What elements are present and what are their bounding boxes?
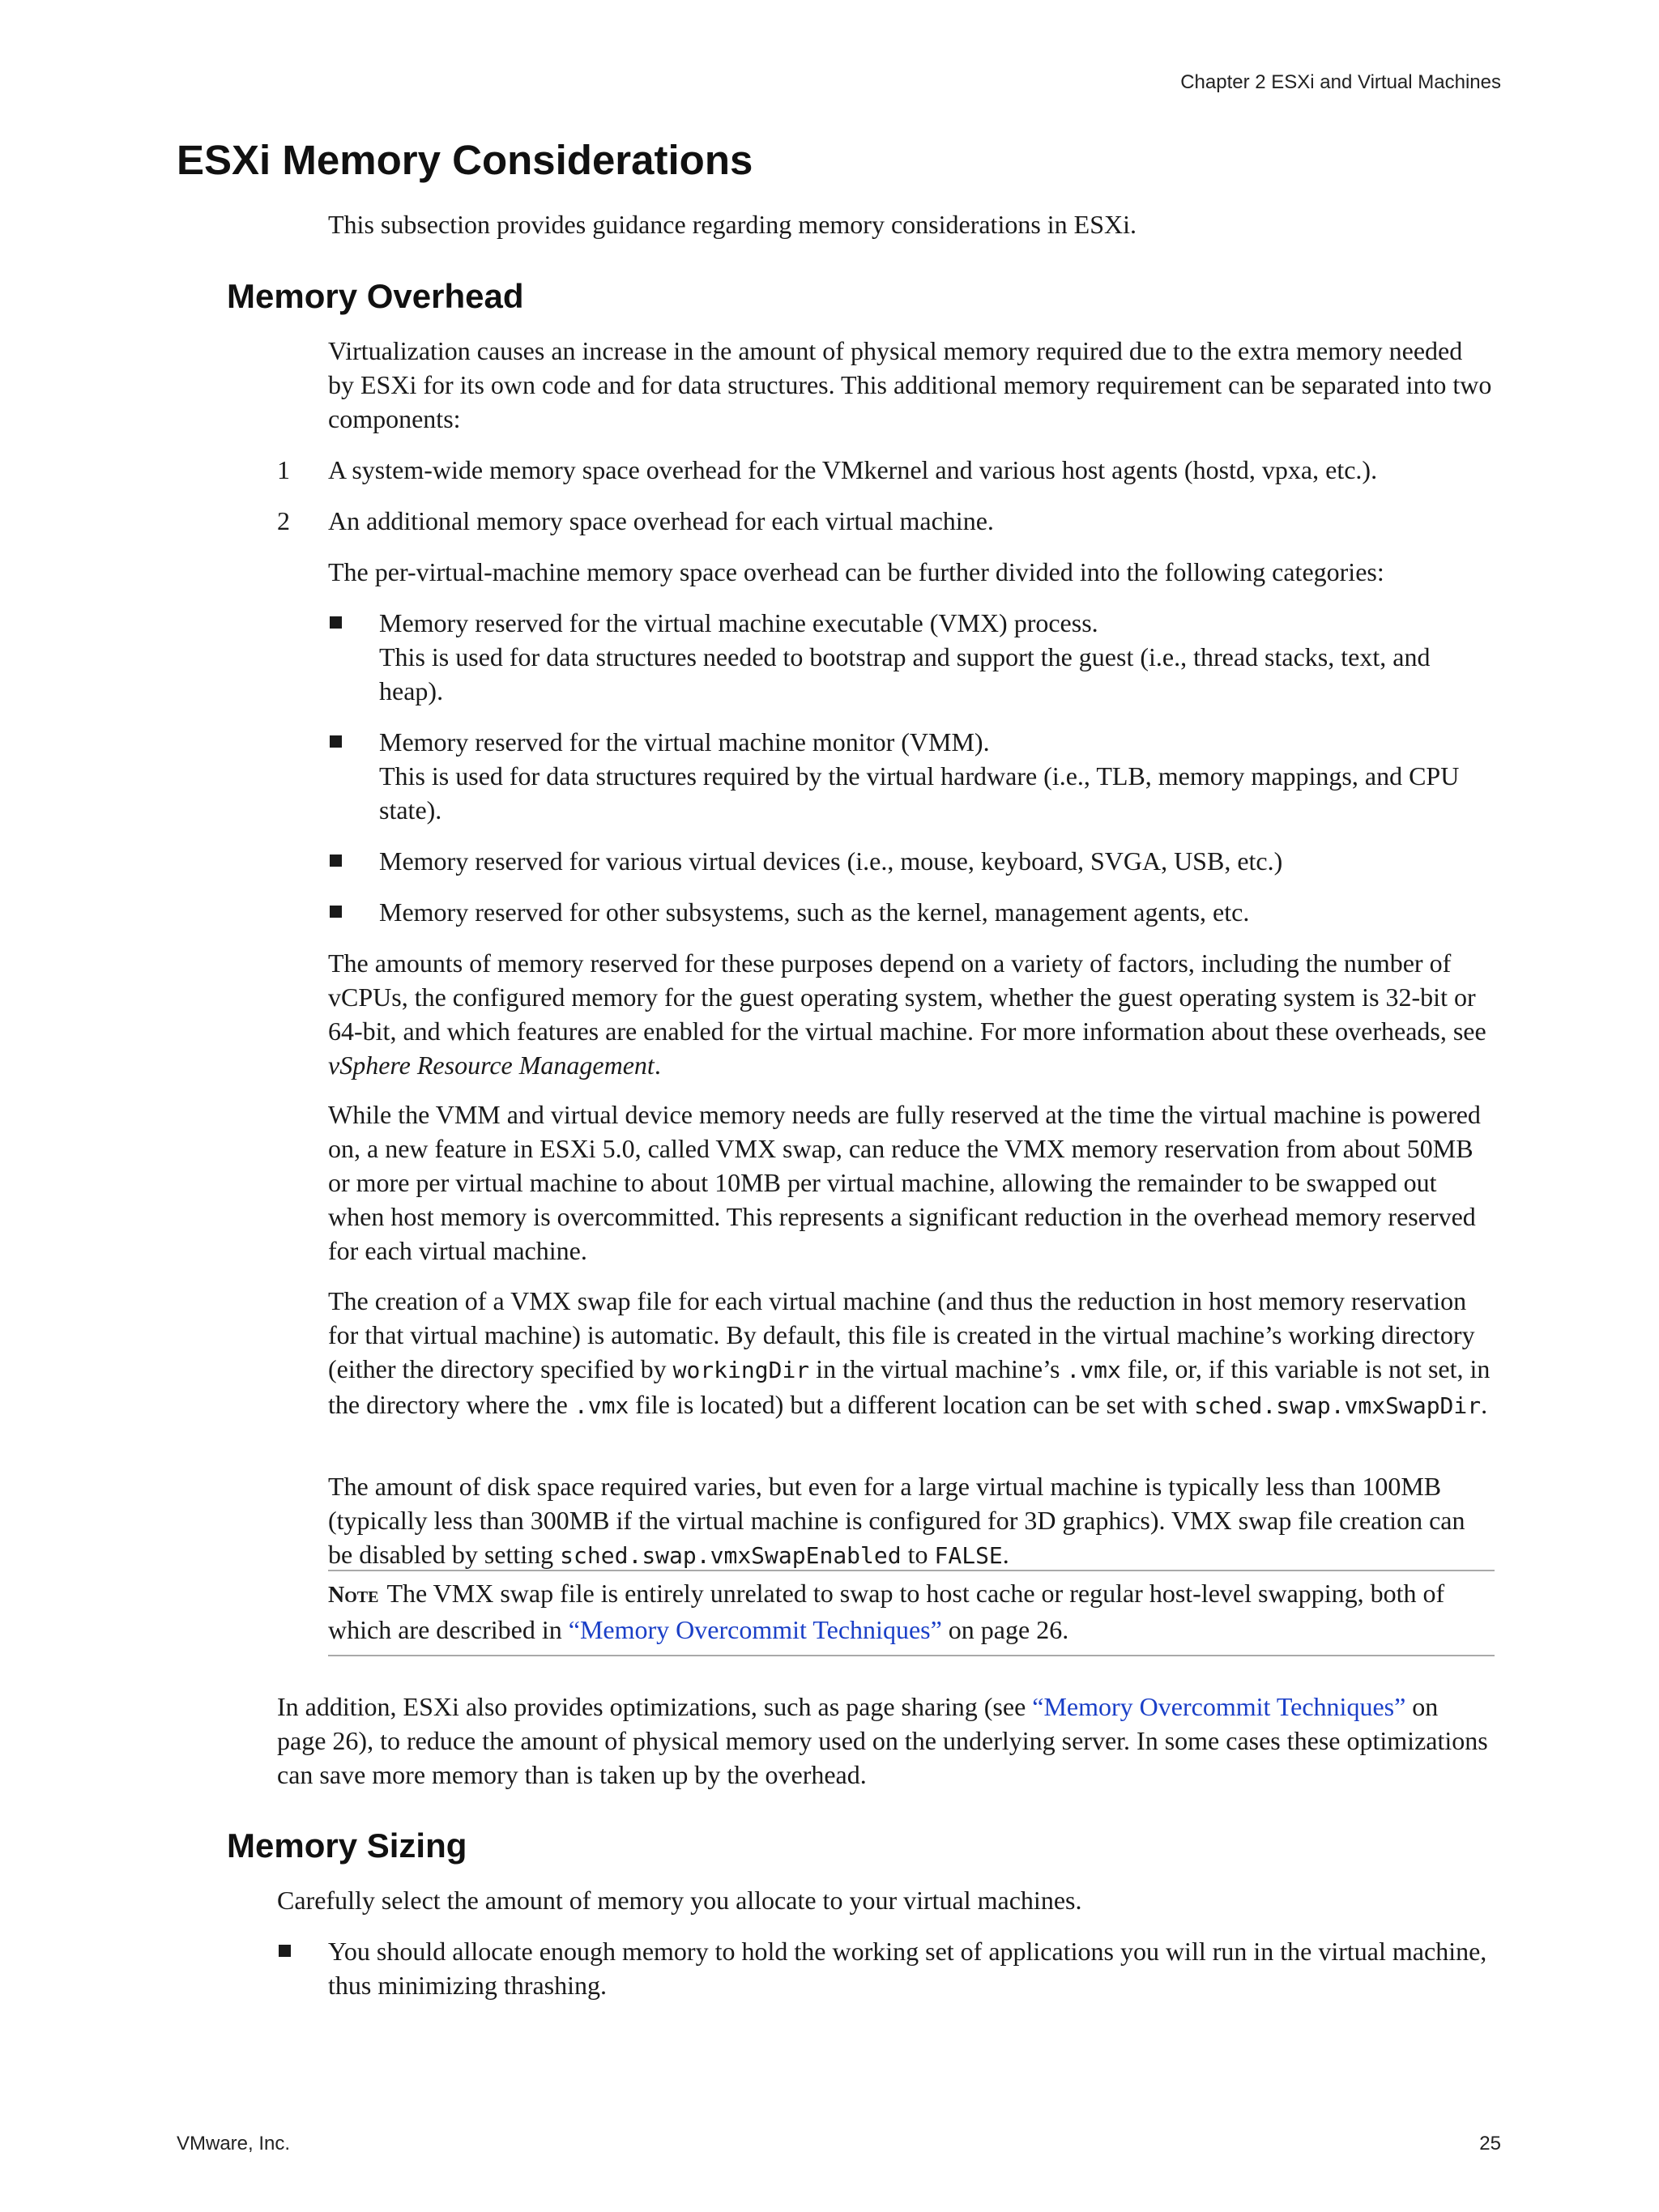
bullet-icon — [330, 616, 342, 629]
category-vmx-line1: Memory reserved for the virtual machine executable (VMX) process. — [379, 608, 1098, 637]
overhead-heading: Memory Overhead — [227, 277, 524, 315]
swap-file-creation-paragraph: The creation of a VMX swap file for each virtual machine (and thus the reduction in host memory reservation for that virtual machine) is automatic. By default, this file is created in the virtual machine’s working directory (either the directory specified by workingDir in the virtual machine’s .vmx file, or, if this variable is not set, in the directory where the .vmx file is located) but a different location can be set with sched.swap.vmxSwapDir. — [328, 1286, 1491, 1419]
sizing-intro: Carefully select the amount of memory you allocate to your virtual machines. — [277, 1886, 1082, 1915]
running-header: Chapter 2 ESXi and Virtual Machines — [1180, 71, 1501, 93]
addition-paragraph: In addition, ESXi also provides optimizations, such as page sharing (see “Memory Overcommit Techniques” on page 26), to reduce the amount of physical memory used on the underlying server. In some cases these optimizations can save more memory than is taken up by the overhead. — [277, 1692, 1488, 1789]
resource-management-ref: vSphere Resource Management — [328, 1051, 655, 1080]
category-subsystems: Memory reserved for other subsystems, such as the kernel, management agents, etc. — [379, 897, 1250, 927]
footer-company: VMware, Inc. — [177, 2133, 291, 2154]
section-intro: This subsection provides guidance regarding memory considerations in ESXi. — [328, 210, 1137, 239]
code-vmx: .vmx — [1066, 1357, 1121, 1383]
bullet-icon — [279, 1945, 291, 1957]
list-number-1: 1 — [277, 455, 290, 484]
category-devices: Memory reserved for various virtual devices (i.e., mouse, keyboard, SVGA, USB, etc.) — [379, 846, 1283, 876]
list-item-1: A system-wide memory space overhead for the VMkernel and various host agents (hostd, vpxa, etc.). — [328, 455, 1378, 484]
category-vmx — [379, 606, 1497, 708]
category-vmx-line2: This is used for data structures needed to bootstrap and support the guest (i.e., thread stacks, text, and heap). — [379, 642, 1431, 705]
memory-overcommit-link[interactable]: “Memory Overcommit Techniques” — [568, 1615, 942, 1644]
bullet-icon — [330, 735, 342, 748]
page-number: 25 — [1479, 2133, 1501, 2154]
per-vm-intro: The per-virtual-machine memory space overhead can be further divided into the following categories: — [328, 557, 1384, 586]
section-title: ESXi Memory Considerations — [177, 137, 753, 183]
sizing-heading: Memory Sizing — [227, 1826, 467, 1865]
category-vmm-line1: Memory reserved for the virtual machine monitor (VMM). — [379, 727, 990, 757]
category-vmm — [379, 725, 1497, 827]
note-label: Note — [328, 1583, 379, 1608]
code-vmxswapdir: sched.swap.vmxSwapDir — [1194, 1392, 1482, 1419]
category-vmm-line2: This is used for data structures required by the virtual hardware (i.e., TLB, memory mappings, and CPU state). — [379, 761, 1460, 825]
code-workingdir: workingDir — [672, 1357, 810, 1383]
sizing-bullet-1: You should allocate enough memory to hold the working set of applications you will run in the virtual machine, thus minimizing thrashing. — [328, 1937, 1487, 2000]
memory-overcommit-link[interactable]: “Memory Overcommit Techniques” — [1032, 1692, 1406, 1721]
code-vmxswapenabled: sched.swap.vmxSwapEnabled — [560, 1542, 902, 1569]
vmx-swap-paragraph: While the VMM and virtual device memory needs are fully reserved at the time the virtual machine is powered on, a new feature in ESXi 5.0, called VMX swap, can reduce the VMX memory reservation from about 50MB or more per virtual machine to about 10MB per virtual machine, allowing the remainder to be swapped out when host memory is overcommitted. This represents a significant reduction in the overhead memory reserved for each virtual machine. — [328, 1100, 1481, 1265]
list-item-2: An additional memory space overhead for each virtual machine. — [328, 506, 994, 535]
amounts-paragraph: The amounts of memory reserved for these purposes depend on a variety of factors, including the number of vCPUs, the configured memory for the guest operating system, whether the guest operating system is 32-bit or 64-bit, and which features are enabled for the virtual machine. For more information about these overheads, see vSphere Resource Management. — [328, 948, 1486, 1080]
bullet-icon — [330, 855, 342, 867]
list-number-2: 2 — [277, 506, 290, 535]
note-box: Note The VMX swap file is entirely unrelated to swap to host cache or regular host-level swapping, both of which are described in “Memory Overcommit Techniques” on page 26. — [328, 1570, 1495, 1656]
code-vmx: .vmx — [574, 1392, 629, 1419]
disk-space-paragraph: The amount of disk space required varies, but even for a large virtual machine is typically less than 100MB (typically less than 300MB if the virtual machine is configured for 3D graphics). VMX swap file creation can be disabled by setting sched.swap.vmxSwapEnabled to FALSE. — [328, 1472, 1465, 1569]
bullet-icon — [330, 906, 342, 918]
code-false: FALSE — [934, 1542, 1003, 1569]
overhead-intro: Virtualization causes an increase in the amount of physical memory required due to the extra memory needed by ESXi for its own code and for data structures. This additional memory requirement can be separated into two components: — [328, 336, 1492, 433]
